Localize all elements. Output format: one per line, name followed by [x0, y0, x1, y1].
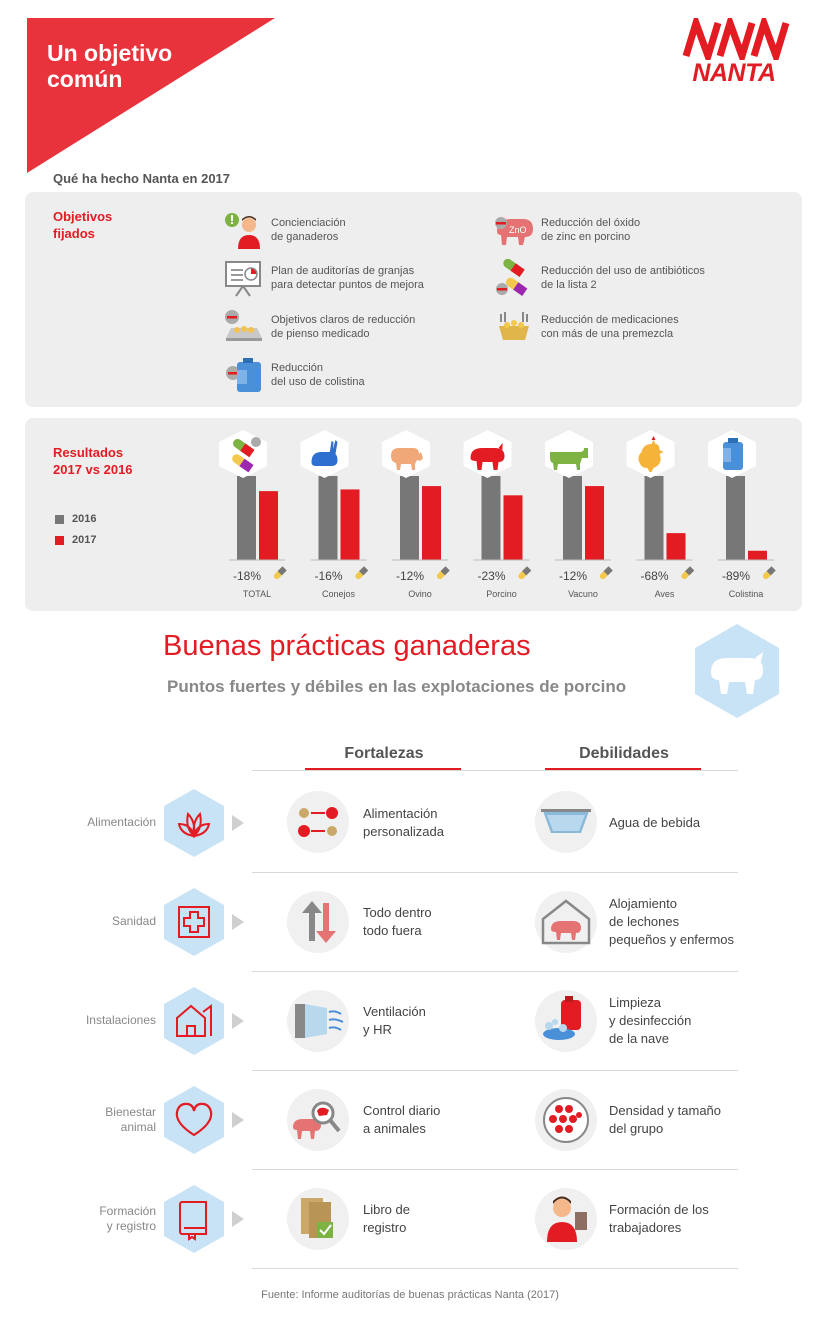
section-subtitle: Qué ha hecho Nanta en 2017 [53, 171, 231, 186]
objective-item [223, 259, 471, 297]
pill-icon [680, 566, 694, 580]
column-strengths: Fortalezas [344, 745, 424, 762]
bar-2016 [482, 476, 501, 560]
bar-2017 [667, 533, 686, 560]
practices-subtitle: Puntos fuertes y débiles en las explotaciones de porcino [167, 677, 627, 696]
objective-line2: del uso de colistina [271, 376, 365, 388]
strength-text: Ventilación y HR [363, 1004, 426, 1037]
objective-line1: Reducción de medicaciones [541, 314, 679, 326]
worker-icon [535, 1188, 597, 1250]
logo-mark-icon [678, 18, 793, 60]
record-book-icon [287, 1188, 349, 1250]
bottle-icon [708, 430, 756, 478]
objective-line2: de ganaderos [271, 231, 339, 243]
bar-group [545, 430, 613, 599]
row-arrow [232, 1013, 244, 1029]
data-label: -12% [395, 569, 425, 583]
pill-icon [273, 566, 287, 580]
bar-2017 [259, 491, 278, 560]
category-label: Ovino [408, 589, 432, 599]
zinc-pig-icon [493, 211, 535, 249]
bar-group [708, 430, 776, 599]
bar-group [464, 430, 532, 599]
in-out-arrows-icon [287, 891, 349, 953]
data-label: -68% [640, 569, 669, 583]
divider [252, 872, 738, 873]
objective-item [223, 211, 471, 249]
group-density-icon [535, 1089, 597, 1151]
category-label: Colistina [728, 589, 764, 599]
piglet-house-icon [535, 891, 597, 953]
data-label: -89% [721, 569, 751, 583]
column-weaknesses: Debilidades [579, 745, 669, 762]
divider [252, 1268, 738, 1269]
weakness-text: Alojamiento de lechones pequeños y enfermos [609, 896, 735, 947]
pill-icon [762, 566, 776, 580]
objective-line1: Reducción del uso de antibióticos [541, 265, 705, 277]
bar-group [301, 430, 369, 599]
weakness-text: Formación de los trabajadores [609, 1202, 709, 1235]
pill-icon [436, 566, 450, 580]
row-arrow [232, 1112, 244, 1128]
source-note: Fuente: Informe auditorías de buenas prácticas Nanta (2017) [261, 1289, 559, 1301]
chicken-icon [627, 430, 675, 478]
objective-item [223, 356, 471, 394]
legend-2017: 2017 [55, 534, 96, 546]
strength-text: Todo dentro todo fuera [363, 905, 432, 938]
bar-2016 [319, 476, 338, 560]
custom-feed-icon [287, 791, 349, 853]
pill-icon [354, 566, 368, 580]
divider [252, 1070, 738, 1071]
bar-2017 [585, 486, 604, 560]
results-panel [25, 418, 802, 611]
row-arrow [232, 815, 244, 831]
row-label-alimentacion: Alimentación [87, 815, 156, 829]
weakness-text: Densidad y tamaño del grupo [609, 1103, 722, 1136]
weakness-text: Agua de bebida [609, 815, 701, 830]
weakness-text: Limpieza y desinfección de la nave [609, 995, 692, 1046]
book-icon [163, 1184, 225, 1254]
objective-line1: Reducción del óxido [541, 217, 641, 229]
pill-icon [599, 566, 613, 580]
zno-badge: ZnO [509, 225, 527, 235]
page-title: Un objetivo común [47, 40, 173, 92]
medical-cross-icon [163, 887, 225, 957]
bar-2016 [726, 476, 745, 560]
objectives-label: Objetivos fijados [53, 209, 113, 241]
strength-text: Control diario a animales [363, 1103, 441, 1136]
practices-title: Buenas prácticas ganaderas [163, 630, 531, 662]
bar-2017 [422, 486, 441, 560]
results-label: Resultados 2017 vs 2016 [53, 445, 133, 477]
objective-line2: con más de una premezcla [541, 328, 674, 340]
plant-icon [163, 788, 225, 858]
row-label-formacion: Formación y registro [99, 1204, 156, 1233]
objective-line1: Plan de auditorías de granjas [271, 265, 415, 277]
pills-icon [219, 430, 267, 478]
divider [252, 971, 738, 972]
nanta-logo [678, 18, 793, 86]
title-banner [27, 18, 277, 173]
objective-line2: de zinc en porcino [541, 231, 631, 243]
category-label: Porcino [486, 589, 517, 599]
row-label-instalaciones: Instalaciones [85, 1013, 156, 1027]
category-label: Aves [654, 589, 675, 599]
divider [252, 1169, 738, 1170]
water-trough-icon [535, 791, 597, 853]
divider [252, 770, 738, 771]
objective-line1: Concienciación [271, 217, 346, 229]
row-label-bienestar: Bienestar animal [105, 1105, 156, 1134]
objective-item [493, 259, 741, 297]
bar-2016 [563, 476, 582, 560]
bar-group [627, 430, 695, 599]
heart-icon [163, 1085, 225, 1155]
bar-2016 [237, 476, 256, 560]
category-label: Conejos [321, 589, 356, 599]
bar-chart [25, 418, 802, 611]
bar-group [382, 430, 450, 599]
farmer-alert-icon [223, 211, 265, 249]
category-label: Vacuno [568, 589, 598, 599]
data-label: -12% [558, 569, 588, 583]
bar-2016 [400, 476, 419, 560]
colistin-bottle-icon [223, 356, 265, 394]
barn-icon [163, 986, 225, 1056]
bar-2017 [748, 551, 767, 560]
cow-icon [545, 430, 593, 478]
bar-2017 [341, 489, 360, 560]
objective-item [223, 308, 471, 346]
data-label: -23% [477, 569, 506, 583]
cleaning-icon [535, 990, 597, 1052]
objective-line2: de la lista 2 [541, 279, 597, 291]
data-label: -16% [314, 569, 343, 583]
row-arrow [232, 1211, 244, 1227]
bar-2016 [645, 476, 664, 560]
objective-line2: para detectar puntos de mejora [271, 279, 424, 291]
antibiotic-pills-icon [493, 259, 535, 297]
objectives-panel [25, 192, 802, 407]
objective-line1: Objetivos claros de reducción [271, 314, 416, 326]
row-arrow [232, 914, 244, 930]
row-label-sanidad: Sanidad [111, 914, 156, 928]
legend-2016: 2016 [55, 513, 96, 525]
medicated-feed-icon [223, 308, 265, 346]
objective-item [493, 308, 741, 346]
category-label: TOTAL [242, 589, 272, 599]
bar-2017 [504, 495, 523, 560]
pill-icon [517, 566, 531, 580]
objective-line2: de pienso medicado [271, 328, 370, 340]
inspection-icon [287, 1089, 349, 1151]
data-label: -18% [232, 569, 262, 583]
strength-text: Libro de registro [363, 1202, 410, 1235]
pig-icon [464, 430, 512, 478]
presentation-icon [223, 259, 265, 297]
objective-line1: Reducción [271, 362, 323, 374]
rabbit-icon [301, 430, 349, 478]
ventilation-icon [287, 990, 349, 1052]
premix-icon [493, 308, 535, 346]
objective-item [493, 211, 741, 249]
bar-group [219, 430, 287, 599]
logo-text: NANTA [692, 59, 776, 87]
sheep-icon [382, 430, 430, 478]
strength-text: Alimentación personalizada [363, 806, 444, 839]
pig-hex-icon [693, 622, 781, 720]
